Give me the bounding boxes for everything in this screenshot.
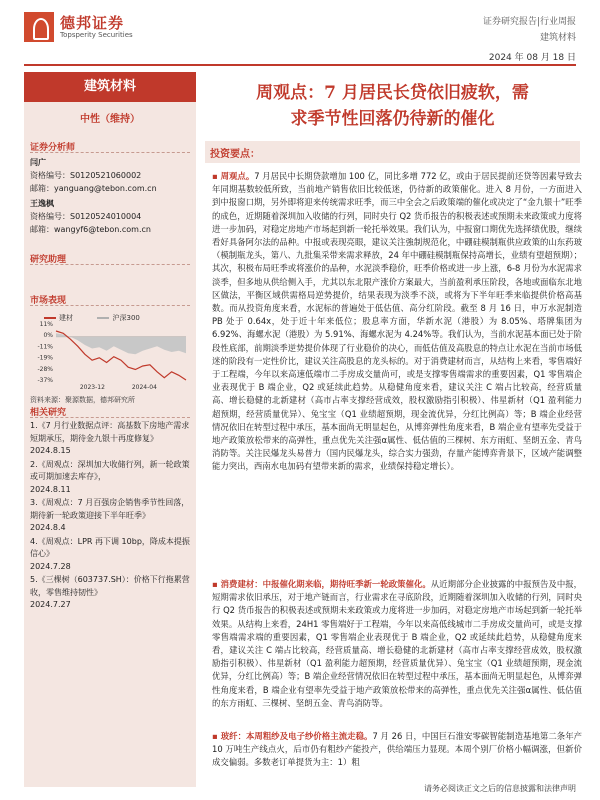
related-date: 2024.8.4 <box>30 523 66 532</box>
related-title: 1.《7 月行业数据点评：高基数下房地产需求短期承压，期待金九银十再度修复》 <box>30 421 190 443</box>
related-list <box>30 420 192 613</box>
analyst-email[interactable]: 邮箱：yanguang@tebon.com.cn <box>30 184 157 193</box>
related-date: 2024.7.28 <box>30 561 71 571</box>
y-tick-label: 0% <box>43 332 53 340</box>
report-sector: 建筑材料 <box>539 33 576 43</box>
analyst-cert: 资格编号：S0120521060002 <box>30 171 142 180</box>
related-title: 2.《周观点：深圳加大收储行列，新一轮政策或可期加速去库存》， <box>30 459 190 481</box>
legend-label-sector: 建材 <box>59 314 73 322</box>
analyst-name: 闫广 <box>30 158 46 167</box>
paragraph-glass-fiber <box>212 730 582 770</box>
header-divider <box>24 64 576 66</box>
paragraph-weekly-view <box>212 170 582 570</box>
bullet-icon: ▪ <box>212 171 221 181</box>
report-date: 2024 年 08 月 18 日 <box>488 53 576 63</box>
divider <box>30 264 190 265</box>
paragraph-lead: 消费建材：中报催化期来临，期待旺季新一轮政策催化。 <box>220 579 431 589</box>
related-title: 3.《周观点：7 月百强房企销售季节性回落，期待新一轮政策迎接下半年旺季》 <box>30 498 190 520</box>
footer-disclaimer: 请务必阅读正文之后的信息披露和法律声明 <box>424 784 576 793</box>
rating: 中性（维持） <box>80 114 140 125</box>
analyst-email[interactable]: 邮箱：wangyf6@tebon.com.cn <box>30 225 151 234</box>
y-tick-label: -37% <box>37 377 53 384</box>
title-line-2: 求季节性回落仍待新的催化 <box>290 109 495 129</box>
divider <box>30 417 190 418</box>
legend-label-index: 沪深300 <box>112 314 140 322</box>
related-item[interactable] <box>30 536 192 574</box>
assistant-heading: 研究助理 <box>30 255 67 265</box>
brand-name-en: Topsperity Securities <box>60 31 133 39</box>
analyst-name: 王逸枫 <box>30 199 54 208</box>
y-tick-label: 11% <box>39 321 53 328</box>
related-item[interactable] <box>30 420 192 458</box>
analyst-cert: 资格编号：S0120524010004 <box>30 212 142 221</box>
divider <box>30 152 190 153</box>
related-title: 5.《三棵树（603737.SH）：价格下行拖累营收，零售维持韧性》 <box>30 575 190 597</box>
y-tick-label: -11% <box>37 343 53 351</box>
paragraph-lead: 周观点。 <box>220 171 255 181</box>
paragraph-body: 7 月居民中长期贷款增加 100 亿，同比多增 772 亿，或由于居民提前还贷等因素导致去年同期基数较低所致，当前地产销售依旧比较低迷，仍待新的政策催化。进入 8 月份，一方面进入到中报窗口期，另外即将迎来传统需求旺季，而三中全会之后政策端的催化或决定了“金九银十”旺季的成色，近期随着深圳加入收储的行列，同时央行 Q2 货币报告的积极表述或预期未来政策或力度将进一步加码，对稳定房地产市场起到新一轮托举效果。我们认为，中报窗口期优先选择绩优股，继续看好具备阿尔法的品种。中报或表现亮眼，建议关注強制规范化，中硼硅模制瓶供应政策的山东药玻（模制瓶龙头，第八、九批集采带来需求释放，24 年中硼硅模制瓶保持高增长，业绩有望超预期）；其次，积极布局旺季或将涨价的品种，水泥淡季稳价，旺季价格或进一步上涨，6-8 月份为水泥需求淡季，但多地从供给侧入手，尤其以东北限产涨价方案最大，当前盈利承压阶段，各地或面临东北地区做法，平衡区域供需格局逆势提价，结果表现为淡季不淡，或将为下半年旺季来临提供价格高基数。而从投资角度来看，水泥标的普遍处于低估值、高分红阶段。截至 8 月 16 日，申万水泥制造 PB 处于 0.64x，处于近十年来低位；股息率方面，华新水泥（港股）为 8.05%、塔牌集团为 6.92%、海螺水泥（港股）为 5.91%、海螺水泥为 4.24%等。我们认为，当前水泥基本面已处于阶段性底部，前期淡季逆势提价体现了行业稳价的决心，而低估值及高股息的特点让水泥在当前市场低迷的阶段有一定性价比，建议关注高股息的龙头标的。对于消费建材而言，从结构上来看，零售端好于工程端，今年以来高速低端市二手房成交量尚可，或是支撑零售端需求的重要因素，Q1 零售端企业表现优于 B 端企业，Q2 或延续此趋势。从稳健角度来看，建议关注 C 端占比较高，经营质量高、增长稳健的北新建材（高市占率支撑经营成效，股权激励指引积极）、伟星新材（Q1 盈利能力超预期，经营质量优异）、兔宝宝（Q1 业绩超预期，现金流优异，分红比例高）等；B 端企业经营情况依旧在转型过程中承压，基本面尚无明显起色，从博弈弹性角度来看，B 端企业有望率先受益于地产政策放松带来的高弹性，重点优先关注强α属性、低估值的三棵树、东方雨虹、坚朗五金、青鸟消防等。关注民爆龙头易普力（国内民爆龙头，综合实力强劲，存量产能博弈背景下，区域产能调整能力突出，西南水电加码有望带来新的需求，业绩保持稳定增长）。 <box>212 171 582 472</box>
title-line-1: 周观点：7 月居民长贷依旧疲软，需 <box>256 83 529 103</box>
report-category: 证券研究报告|行业周报 <box>482 17 576 27</box>
report-title <box>205 80 580 132</box>
y-tick-label: -19% <box>37 354 53 362</box>
divider <box>30 305 190 306</box>
related-item[interactable] <box>30 497 192 535</box>
related-date: 2024.8.11 <box>30 484 71 494</box>
y-tick-label: -28% <box>37 365 53 373</box>
paragraph-consumer-building <box>212 578 582 724</box>
related-heading: 相关研究 <box>30 408 67 418</box>
bullet-icon: ▪ <box>212 579 221 589</box>
related-title: 4.《周观点：LPR 再下调 10bp，降成本提振信心》 <box>30 536 190 558</box>
analyst-heading: 证券分析师 <box>30 143 76 153</box>
market-heading: 市场表现 <box>30 296 67 306</box>
chart-source: 资料来源：聚源数据，德邦研究所 <box>30 396 135 404</box>
sector-banner: 建筑材料 <box>24 72 196 102</box>
related-item[interactable] <box>30 574 192 612</box>
paragraph-body: 7 月 26 日，中国巨石淮安零碳智能制造基地第二条年产 10 万吨生产线点火，后市仍有粗纱产能投产，供给端压力显现。本周个别厂价格小幅调涨，但新价成交偏弱。多数老订单提货为主：1）粗 <box>212 731 582 768</box>
brand-logo <box>24 12 54 42</box>
brand-name: 德邦证券 <box>60 14 125 32</box>
paragraph-lead: 玻纤：本周粗纱及电子纱价格主流走稳。 <box>220 731 373 741</box>
investment-bar <box>205 141 580 163</box>
investment-heading: 投资要点： <box>210 149 260 160</box>
related-date: 2024.8.15 <box>30 446 71 455</box>
x-tick-label: 2023-12 <box>79 384 105 391</box>
related-item[interactable] <box>30 459 192 497</box>
market-performance-chart <box>30 310 190 392</box>
related-date: 2024.7.27 <box>30 600 71 609</box>
x-tick-label: 2024-04 <box>131 384 157 391</box>
paragraph-body: 从近期部分企业披露的中报预告及中报，短期需求依旧承压，对于地产链而言，行业需求在寻底阶段，近期随着深圳加入收储的行列，同时央行 Q2 货币报告的积极表述或预期未来政策或力度将进一步加码，对稳定房地产市场起到新一轮托举效果。从结构上来看，24H1 零售端好于工程端，今年以来高低线城市二手房成交量尚可，或是支撑零售端需求端的重要因素，Q1 零售端企业表现优于 B 端企业，Q2 或延续此趋势，从稳健角度来看，建议关注 C 端占比较高，经营质量高、增长稳健的北新建材（高市占率支撑经营成效，股权激励指引积极）、伟星新材（Q1 盈利能力超预期，经营质量优异）、兔宝宝（Q1 业绩超预期，现金流优异，分红比例高）等；B 端企业经营情况依旧在转型过程中承压，基本面尚无明显起色，从博弈弹性角度来看，B 端企业有望率先受益于地产政策放松带来的高弹性，重点优先关注强α属性、低估值的东方雨虹、三棵树、坚朗五金、青鸟消防等。 <box>212 579 582 708</box>
bullet-icon: ▪ <box>212 731 221 741</box>
